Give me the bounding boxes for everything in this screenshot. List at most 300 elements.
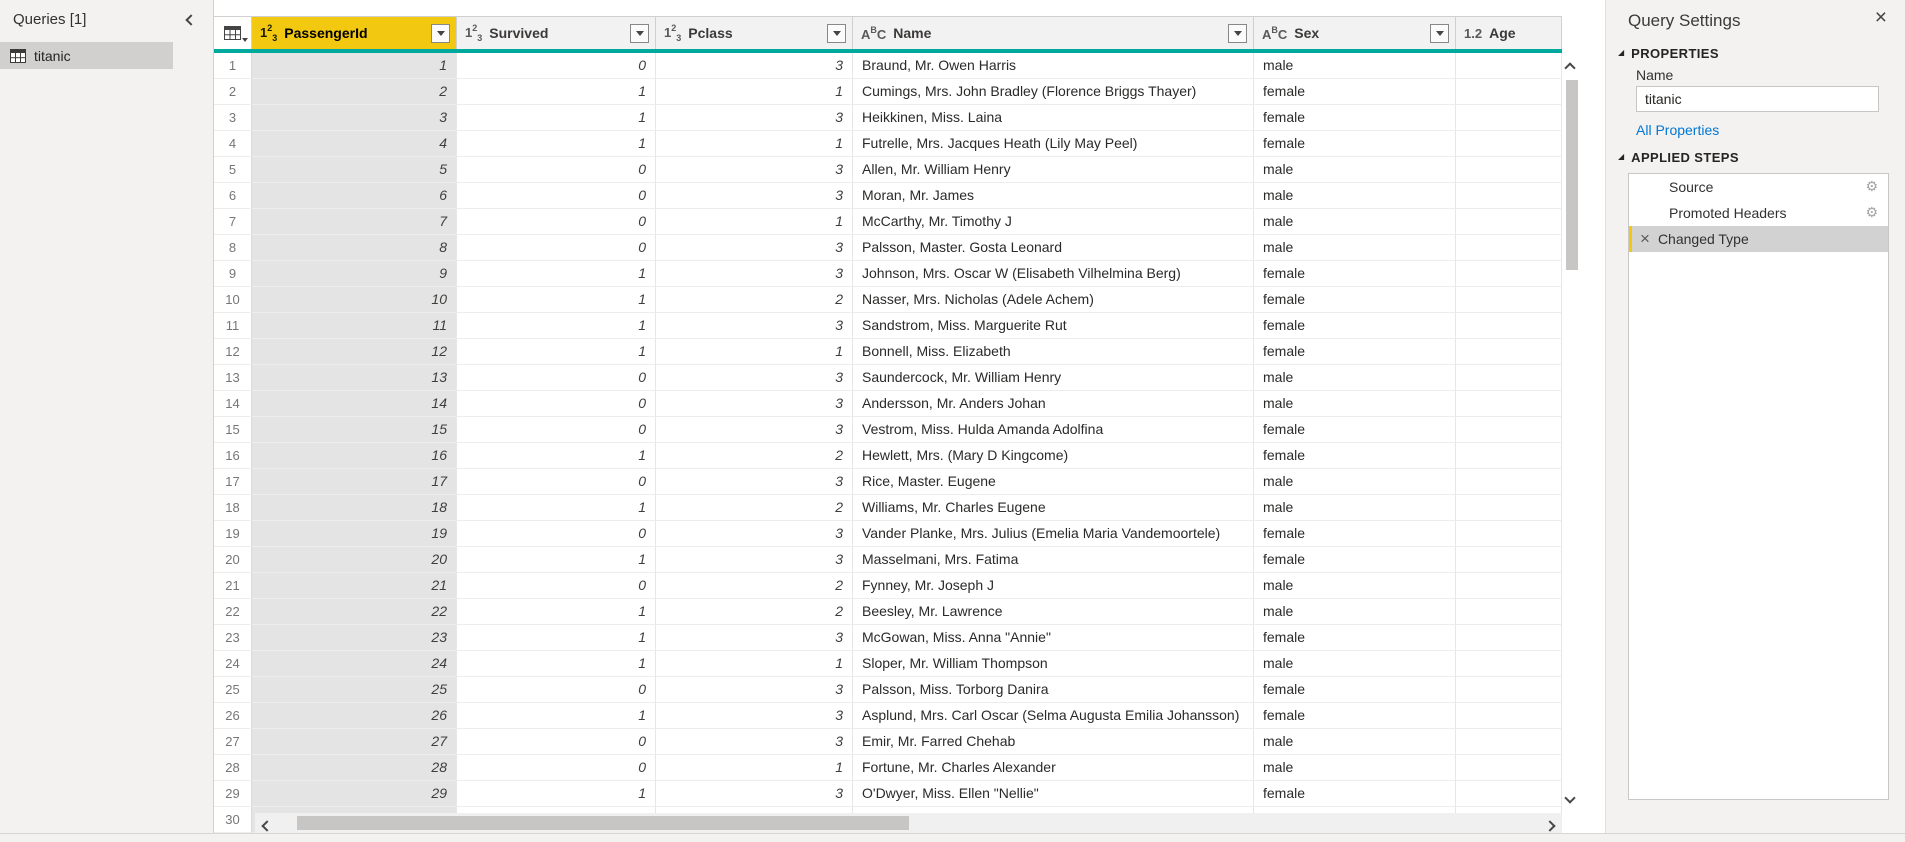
collapse-pane-button[interactable]	[187, 11, 205, 29]
grid-body	[214, 53, 1562, 833]
grid-cell[interactable]	[1456, 339, 1562, 365]
row-number[interactable]: 21	[214, 573, 252, 599]
grid-cell[interactable]: male	[1254, 573, 1456, 599]
grid-cell[interactable]: Beesley, Mr. Lawrence	[853, 599, 1254, 625]
row-number[interactable]: 13	[214, 365, 252, 391]
grid-cell[interactable]: female	[1254, 625, 1456, 651]
query-name-input[interactable]	[1636, 86, 1879, 112]
grid-cell[interactable]: O'Dwyer, Miss. Ellen "Nellie"	[853, 781, 1254, 807]
grid-cell[interactable]	[1456, 729, 1562, 755]
grid-cell[interactable]: Bonnell, Miss. Elizabeth	[853, 339, 1254, 365]
table-row	[214, 651, 1562, 677]
grid-cell[interactable]	[1456, 105, 1562, 131]
grid-cell[interactable]: Nasser, Mrs. Nicholas (Adele Achem)	[853, 287, 1254, 313]
section-expanded-icon: ◢	[1618, 48, 1625, 57]
grid-cell[interactable]: 0	[457, 365, 656, 391]
grid-cell[interactable]: Heikkinen, Miss. Laina	[853, 105, 1254, 131]
grid-cell[interactable]: male	[1254, 209, 1456, 235]
grid-cell[interactable]: male	[1254, 651, 1456, 677]
column-header-label: Name	[893, 25, 932, 41]
grid-cell[interactable]: female	[1254, 287, 1456, 313]
grid-cell[interactable]: 2	[656, 287, 853, 313]
grid-cell[interactable]: 3	[656, 781, 853, 807]
sidebar-item-titanic[interactable]	[0, 42, 173, 69]
grid-cell[interactable]: female	[1254, 781, 1456, 807]
grid-cell[interactable]: 1	[656, 651, 853, 677]
row-number[interactable]: 11	[214, 313, 252, 339]
row-number[interactable]: 18	[214, 495, 252, 521]
step-label: Promoted Headers	[1669, 205, 1787, 221]
grid-cell[interactable]: 11	[252, 313, 457, 339]
table-row	[214, 625, 1562, 651]
grid-cell[interactable]: 0	[457, 729, 656, 755]
grid-cell[interactable]: Palsson, Master. Gosta Leonard	[853, 235, 1254, 261]
row-number[interactable]: 16	[214, 443, 252, 469]
grid-cell[interactable]: male	[1254, 469, 1456, 495]
grid-cell[interactable]: 15	[252, 417, 457, 443]
grid-cell[interactable]: 3	[656, 105, 853, 131]
row-number[interactable]: 19	[214, 521, 252, 547]
column-header-label: Pclass	[688, 25, 733, 41]
grid-cell[interactable]: 1	[457, 79, 656, 105]
row-number[interactable]: 7	[214, 209, 252, 235]
row-number[interactable]: 2	[214, 79, 252, 105]
grid-cell[interactable]: male	[1254, 365, 1456, 391]
grid-cell[interactable]: 0	[457, 209, 656, 235]
grid-cell[interactable]: Emir, Mr. Farred Chehab	[853, 729, 1254, 755]
grid-cell[interactable]: female	[1254, 703, 1456, 729]
grid-cell[interactable]: 0	[457, 677, 656, 703]
row-number[interactable]: 24	[214, 651, 252, 677]
row-number[interactable]: 29	[214, 781, 252, 807]
grid-cell[interactable]: 3	[252, 105, 457, 131]
grid-cell[interactable]: 1	[457, 261, 656, 287]
all-properties-link[interactable]: All Properties	[1636, 122, 1720, 138]
grid-cell[interactable]: Vestrom, Miss. Hulda Amanda Adolfina	[853, 417, 1254, 443]
queries-pane-title: Queries [1]	[13, 11, 87, 28]
grid-cell[interactable]	[1456, 287, 1562, 313]
grid-cell[interactable]: male	[1254, 599, 1456, 625]
grid-cell[interactable]: 21	[252, 573, 457, 599]
grid-cell[interactable]: Fortune, Mr. Charles Alexander	[853, 755, 1254, 781]
grid-cell[interactable]: 3	[656, 729, 853, 755]
table-row	[214, 287, 1562, 313]
grid-cell[interactable]: 12	[252, 339, 457, 365]
grid-cell[interactable]: 1	[457, 287, 656, 313]
grid-cell[interactable]: 29	[252, 781, 457, 807]
grid-cell[interactable]: Rice, Master. Eugene	[853, 469, 1254, 495]
chevron-up-icon	[1564, 62, 1575, 73]
column-header-pclass[interactable]	[656, 16, 853, 49]
grid-cell[interactable]	[1456, 469, 1562, 495]
grid-cell[interactable]: 0	[457, 417, 656, 443]
grid-cell[interactable]: McCarthy, Mr. Timothy J	[853, 209, 1254, 235]
row-number[interactable]: 17	[214, 469, 252, 495]
grid-cell[interactable]: 25	[252, 677, 457, 703]
scroll-left-button[interactable]	[263, 817, 271, 833]
grid-cell[interactable]: 0	[457, 755, 656, 781]
grid-cell[interactable]: 3	[656, 365, 853, 391]
grid-cell[interactable]	[1456, 417, 1562, 443]
grid-cell[interactable]: Fynney, Mr. Joseph J	[853, 573, 1254, 599]
grid-cell[interactable]: 3	[656, 417, 853, 443]
column-header-label: Age	[1489, 25, 1516, 41]
grid-cell[interactable]	[1456, 703, 1562, 729]
grid-cell[interactable]: 0	[457, 53, 656, 79]
grid-cell[interactable]: 3	[656, 261, 853, 287]
table-row	[214, 469, 1562, 495]
row-number[interactable]: 28	[214, 755, 252, 781]
grid-cell[interactable]: 1	[457, 599, 656, 625]
grid-cell[interactable]	[1456, 391, 1562, 417]
row-number[interactable]: 14	[214, 391, 252, 417]
chevron-down-icon	[242, 38, 248, 42]
grid-cell[interactable]: 3	[656, 313, 853, 339]
grid-cell[interactable]	[1456, 625, 1562, 651]
close-icon[interactable]: ×	[1874, 6, 1887, 29]
table-row	[214, 573, 1562, 599]
section-expanded-icon: ◢	[1618, 152, 1625, 161]
grid-cell[interactable]	[1456, 261, 1562, 287]
grid-cell[interactable]: Williams, Mr. Charles Eugene	[853, 495, 1254, 521]
grid-cell[interactable]: Moran, Mr. James	[853, 183, 1254, 209]
grid-cell[interactable]: Braund, Mr. Owen Harris	[853, 53, 1254, 79]
filter-dropdown-button[interactable]	[431, 24, 450, 43]
grid-cell[interactable]: 5	[252, 157, 457, 183]
table-row	[214, 755, 1562, 781]
grid-cell[interactable]: 1	[457, 495, 656, 521]
grid-cell[interactable]: Masselmani, Mrs. Fatima	[853, 547, 1254, 573]
row-number[interactable]: 5	[214, 157, 252, 183]
row-number[interactable]: 22	[214, 599, 252, 625]
table-row	[214, 105, 1562, 131]
chevron-down-icon	[1436, 31, 1444, 36]
grid-cell[interactable]: 1	[656, 79, 853, 105]
grid-cell[interactable]	[1456, 599, 1562, 625]
row-number[interactable]: 10	[214, 287, 252, 313]
grid-cell[interactable]: 2	[656, 443, 853, 469]
grid-cell[interactable]: 3	[656, 53, 853, 79]
grid-cell[interactable]	[1456, 677, 1562, 703]
grid-cell[interactable]: 2	[656, 573, 853, 599]
chevron-left-icon	[185, 14, 196, 25]
grid-cell[interactable]: 3	[656, 235, 853, 261]
grid-cell[interactable]: 2	[252, 79, 457, 105]
row-number[interactable]: 3	[214, 105, 252, 131]
grid-cell[interactable]: 0	[457, 391, 656, 417]
grid-cell[interactable]: 17	[252, 469, 457, 495]
grid-cell[interactable]: male	[1254, 235, 1456, 261]
grid-cell[interactable]: 0	[457, 469, 656, 495]
grid-cell[interactable]: male	[1254, 755, 1456, 781]
grid-cell[interactable]: 16	[252, 443, 457, 469]
grid-cell[interactable]: 1	[656, 209, 853, 235]
grid-cell[interactable]	[1456, 443, 1562, 469]
grid-cell[interactable]: McGowan, Miss. Anna "Annie"	[853, 625, 1254, 651]
grid-cell[interactable]: male	[1254, 495, 1456, 521]
grid-cell[interactable]: 0	[457, 521, 656, 547]
column-header-passengerid[interactable]	[252, 16, 457, 49]
row-number[interactable]: 20	[214, 547, 252, 573]
grid-cell[interactable]: 7	[252, 209, 457, 235]
grid-cell[interactable]	[1456, 573, 1562, 599]
grid-cell[interactable]: Vander Planke, Mrs. Julius (Emelia Maria Vandemoortele)	[853, 521, 1254, 547]
number-type-icon: $1^2_3$	[260, 23, 278, 43]
grid-cell[interactable]: Allen, Mr. William Henry	[853, 157, 1254, 183]
table-row	[214, 547, 1562, 573]
grid-cell[interactable]: 4	[252, 131, 457, 157]
filter-dropdown-button[interactable]	[1430, 24, 1449, 43]
properties-heading: PROPERTIES	[1631, 46, 1719, 61]
grid-cell[interactable]: female	[1254, 261, 1456, 287]
table-row	[214, 391, 1562, 417]
grid-cell[interactable]: female	[1254, 339, 1456, 365]
scroll-down-button[interactable]	[1566, 789, 1574, 805]
table-row	[214, 261, 1562, 287]
grid-cell[interactable]: 1	[457, 443, 656, 469]
grid-cell[interactable]: Sloper, Mr. William Thompson	[853, 651, 1254, 677]
table-row	[214, 53, 1562, 79]
grid-cell[interactable]	[1456, 313, 1562, 339]
applied-step-source[interactable]	[1629, 174, 1888, 200]
chevron-down-icon	[1564, 792, 1575, 803]
chevron-down-icon	[1234, 31, 1242, 36]
table-row	[214, 183, 1562, 209]
applied-steps-section-toggle[interactable]	[1618, 150, 1739, 165]
row-number[interactable]: 27	[214, 729, 252, 755]
query-settings-panel	[1605, 0, 1905, 842]
row-number[interactable]: 26	[214, 703, 252, 729]
grid-cell[interactable]: female	[1254, 547, 1456, 573]
properties-section-toggle[interactable]	[1618, 46, 1719, 61]
grid-cell[interactable]	[1456, 521, 1562, 547]
filter-dropdown-button[interactable]	[630, 24, 649, 43]
row-number[interactable]: 1	[214, 53, 252, 79]
grid-cell[interactable]: 23	[252, 625, 457, 651]
grid-cell[interactable]: 1	[656, 755, 853, 781]
table-row	[214, 703, 1562, 729]
grid-cell[interactable]: Hewlett, Mrs. (Mary D Kingcome)	[853, 443, 1254, 469]
data-preview-grid	[213, 0, 1605, 842]
vertical-scroll-thumb[interactable]	[1566, 80, 1578, 270]
grid-cell[interactable]: 1	[457, 313, 656, 339]
grid-cell[interactable]: 1	[457, 703, 656, 729]
table-select-icon	[224, 26, 241, 40]
table-icon	[10, 49, 26, 63]
column-header-age[interactable]	[1456, 16, 1562, 49]
grid-cell[interactable]: female	[1254, 443, 1456, 469]
grid-cell[interactable]: female	[1254, 131, 1456, 157]
table-row	[214, 79, 1562, 105]
grid-cell[interactable]: 1	[457, 131, 656, 157]
table-row	[214, 599, 1562, 625]
grid-cell[interactable]: 1	[457, 105, 656, 131]
grid-cell[interactable]: 0	[457, 157, 656, 183]
chevron-down-icon	[636, 31, 644, 36]
grid-cell[interactable]: 1	[457, 651, 656, 677]
scroll-right-button[interactable]	[1546, 817, 1554, 833]
grid-cell[interactable]	[1456, 365, 1562, 391]
grid-cell[interactable]: 1	[457, 339, 656, 365]
row-number[interactable]: 9	[214, 261, 252, 287]
table-row	[214, 235, 1562, 261]
grid-cell[interactable]: 18	[252, 495, 457, 521]
row-number[interactable]: 30	[214, 807, 252, 833]
decimal-type-icon: 1.2	[1464, 25, 1483, 41]
grid-cell[interactable]: male	[1254, 729, 1456, 755]
step-settings-gear-icon[interactable]: ⚙	[1865, 205, 1878, 221]
column-header-label: Sex	[1294, 25, 1320, 41]
grid-cell[interactable]: 6	[252, 183, 457, 209]
grid-cell[interactable]: 28	[252, 755, 457, 781]
row-number[interactable]: 15	[214, 417, 252, 443]
grid-cell[interactable]: 27	[252, 729, 457, 755]
grid-cell[interactable]: 3	[656, 521, 853, 547]
grid-cell[interactable]: female	[1254, 313, 1456, 339]
grid-cell[interactable]: male	[1254, 391, 1456, 417]
table-row	[214, 339, 1562, 365]
grid-cell[interactable]: Palsson, Miss. Torborg Danira	[853, 677, 1254, 703]
grid-cell[interactable]: 26	[252, 703, 457, 729]
table-row	[214, 677, 1562, 703]
grid-cell[interactable]: 0	[457, 235, 656, 261]
grid-cell[interactable]: Johnson, Mrs. Oscar W (Elisabeth Vilhelmina Berg)	[853, 261, 1254, 287]
grid-cell[interactable]	[1456, 79, 1562, 105]
grid-cell[interactable]: 9	[252, 261, 457, 287]
grid-cell[interactable]: female	[1254, 105, 1456, 131]
queries-pane-header	[0, 0, 213, 40]
grid-cell[interactable]: 1	[252, 53, 457, 79]
column-header-label: PassengerId	[284, 25, 368, 41]
grid-cell[interactable]: male	[1254, 157, 1456, 183]
grid-cell[interactable]: 1	[656, 131, 853, 157]
window-bottom-band	[0, 833, 1905, 842]
grid-cell[interactable]: Cumings, Mrs. John Bradley (Florence Briggs Thayer)	[853, 79, 1254, 105]
grid-cell[interactable]: 19	[252, 521, 457, 547]
grid-cell[interactable]: female	[1254, 79, 1456, 105]
text-type-icon: $A^BC$	[1262, 24, 1288, 42]
sidebar-item-label: titanic	[34, 47, 71, 64]
step-settings-gear-icon[interactable]: ⚙	[1865, 179, 1878, 195]
table-row	[214, 781, 1562, 807]
grid-cell[interactable]: female	[1254, 521, 1456, 547]
grid-cell[interactable]: 1	[656, 339, 853, 365]
grid-cell[interactable]: 3	[656, 469, 853, 495]
panel-title: Query Settings	[1628, 11, 1741, 30]
grid-cell[interactable]: 3	[656, 183, 853, 209]
column-header-label: Survived	[489, 25, 549, 41]
grid-cell[interactable]: Andersson, Mr. Anders Johan	[853, 391, 1254, 417]
grid-cell[interactable]: 0	[457, 183, 656, 209]
chevron-left-icon	[261, 820, 272, 831]
grid-cell[interactable]: female	[1254, 417, 1456, 443]
table-row	[214, 521, 1562, 547]
row-number[interactable]: 6	[214, 183, 252, 209]
applied-steps-list	[1628, 173, 1889, 800]
column-header-survived[interactable]	[457, 16, 656, 49]
chevron-down-icon	[437, 31, 445, 36]
applied-step-promoted-headers[interactable]	[1629, 200, 1888, 226]
horizontal-scroll-thumb[interactable]	[297, 816, 909, 830]
grid-cell[interactable]: female	[1254, 677, 1456, 703]
vertical-scrollbar[interactable]	[1562, 53, 1583, 813]
grid-cell[interactable]: 8	[252, 235, 457, 261]
scroll-up-button[interactable]	[1566, 59, 1574, 75]
row-number[interactable]: 4	[214, 131, 252, 157]
column-header-name[interactable]	[853, 16, 1254, 49]
table-row	[214, 443, 1562, 469]
grid-cell[interactable]	[1456, 235, 1562, 261]
grid-cell[interactable]: 1	[457, 625, 656, 651]
column-header-sex[interactable]	[1254, 16, 1456, 49]
grid-cell[interactable]	[1456, 755, 1562, 781]
grid-cell[interactable]: 1	[457, 547, 656, 573]
grid-cell[interactable]	[1456, 183, 1562, 209]
grid-cell[interactable]: 1	[457, 781, 656, 807]
grid-cell[interactable]: male	[1254, 183, 1456, 209]
table-row	[214, 417, 1562, 443]
horizontal-scrollbar[interactable]	[255, 813, 1562, 833]
grid-cell[interactable]: 3	[656, 547, 853, 573]
row-number[interactable]: 23	[214, 625, 252, 651]
grid-cell[interactable]: 3	[656, 703, 853, 729]
grid-cell[interactable]	[1456, 495, 1562, 521]
grid-cell[interactable]: 10	[252, 287, 457, 313]
grid-cell[interactable]	[1456, 781, 1562, 807]
text-type-icon: $A^BC$	[861, 24, 887, 42]
grid-cell[interactable]: Futrelle, Mrs. Jacques Heath (Lily May Peel)	[853, 131, 1254, 157]
row-number[interactable]: 8	[214, 235, 252, 261]
delete-step-icon[interactable]: ×	[1640, 229, 1650, 248]
grid-cell[interactable]: 22	[252, 599, 457, 625]
grid-cell[interactable]: 2	[656, 495, 853, 521]
grid-cell[interactable]: Saundercock, Mr. William Henry	[853, 365, 1254, 391]
grid-cell[interactable]	[1456, 131, 1562, 157]
queries-pane	[0, 0, 213, 842]
table-row	[214, 131, 1562, 157]
select-all-button[interactable]	[214, 16, 252, 49]
grid-cell[interactable]	[1456, 53, 1562, 79]
row-number[interactable]: 25	[214, 677, 252, 703]
grid-cell[interactable]: 3	[656, 157, 853, 183]
grid-cell[interactable]: 13	[252, 365, 457, 391]
grid-cell[interactable]	[1456, 209, 1562, 235]
grid-cell[interactable]	[1456, 651, 1562, 677]
grid-cell[interactable]: 3	[656, 677, 853, 703]
grid-cell[interactable]: male	[1254, 53, 1456, 79]
table-row	[214, 209, 1562, 235]
filter-dropdown-button[interactable]	[827, 24, 846, 43]
grid-cell[interactable]	[1456, 547, 1562, 573]
grid-header-row	[214, 16, 1562, 49]
number-type-icon: $1^2_3$	[465, 23, 483, 43]
grid-cell[interactable]: Sandstrom, Miss. Marguerite Rut	[853, 313, 1254, 339]
grid-cell[interactable]: 0	[457, 573, 656, 599]
number-type-icon: $1^2_3$	[664, 23, 682, 43]
grid-cell[interactable]: 3	[656, 391, 853, 417]
grid-cell[interactable]: 3	[656, 625, 853, 651]
grid-cell[interactable]: 24	[252, 651, 457, 677]
grid-cell[interactable]	[1456, 157, 1562, 183]
row-number[interactable]: 12	[214, 339, 252, 365]
grid-cell[interactable]: 20	[252, 547, 457, 573]
grid-cell[interactable]: Asplund, Mrs. Carl Oscar (Selma Augusta Emilia Johansson)	[853, 703, 1254, 729]
step-label: Changed Type	[1657, 231, 1749, 247]
applied-step-changed-type[interactable]	[1629, 226, 1888, 252]
grid-cell[interactable]: 2	[656, 599, 853, 625]
filter-dropdown-button[interactable]	[1228, 24, 1247, 43]
grid-cell[interactable]: 14	[252, 391, 457, 417]
